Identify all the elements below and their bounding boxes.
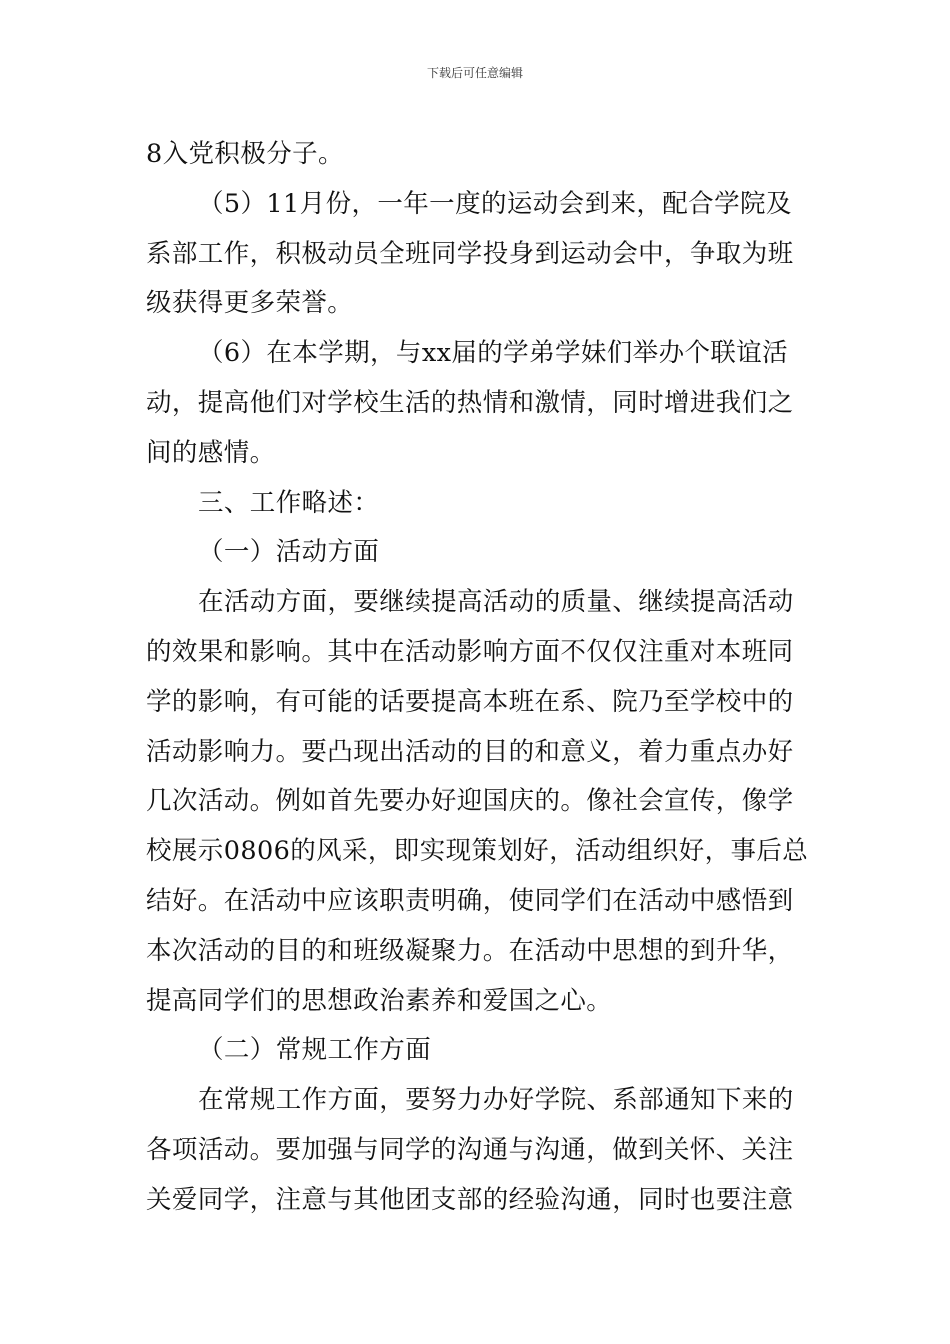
section-heading-work-summary: 三、工作略述：: [198, 487, 380, 518]
page-header: 下载后可任意编辑: [426, 66, 523, 80]
paragraph-activities: 在活动方面，要继续提高活动的质量、继续提高活动的效果和影响。其中在活动影响方面不仅仅注重对本班同学的影响，有可能的话要提高本班在系、院乃至学校中的活动影响力。要凸现出活动的目的和意义，着力重点办好几次活动。例如首先要办好迎国庆的。像社会宣传，像学校展示0806的风采，即实现策划好，活动组织好，事后总结好。在活动中应该职责明确，使同学们在活动中感悟到本次活动的目的和班级凝聚力。在活动中思想的到升华，提高同学们的思想政治素养和爱国之心。: [146, 587, 809, 1016]
paragraph-continuation: 8入党积极分子。: [146, 139, 344, 169]
subsection-heading-activities: （一）活动方面: [198, 537, 380, 568]
subsection-heading-routine-work: （二）常规工作方面: [198, 1035, 432, 1066]
paragraph-routine-work: 在常规工作方面，要努力办好学院、系部通知下来的各项活动。要加强与同学的沟通与沟通，做到关怀、关注关爱同学，注意与其他团支部的经验沟通，同时也要注意: [146, 1085, 794, 1215]
paragraph-item-6: （6）在本学期，与xx届的学弟学妹们举办个联谊活动，提高他们对学校生活的热情和激情，同时增进我们之间的感情。: [146, 338, 794, 468]
paragraph-item-5: （5）11月份，一年一度的运动会到来，配合学院及系部工作，积极动员全班同学投身到运动会中，争取为班级获得更多荣誉。: [146, 188, 794, 319]
document-body: [146, 130, 816, 1226]
